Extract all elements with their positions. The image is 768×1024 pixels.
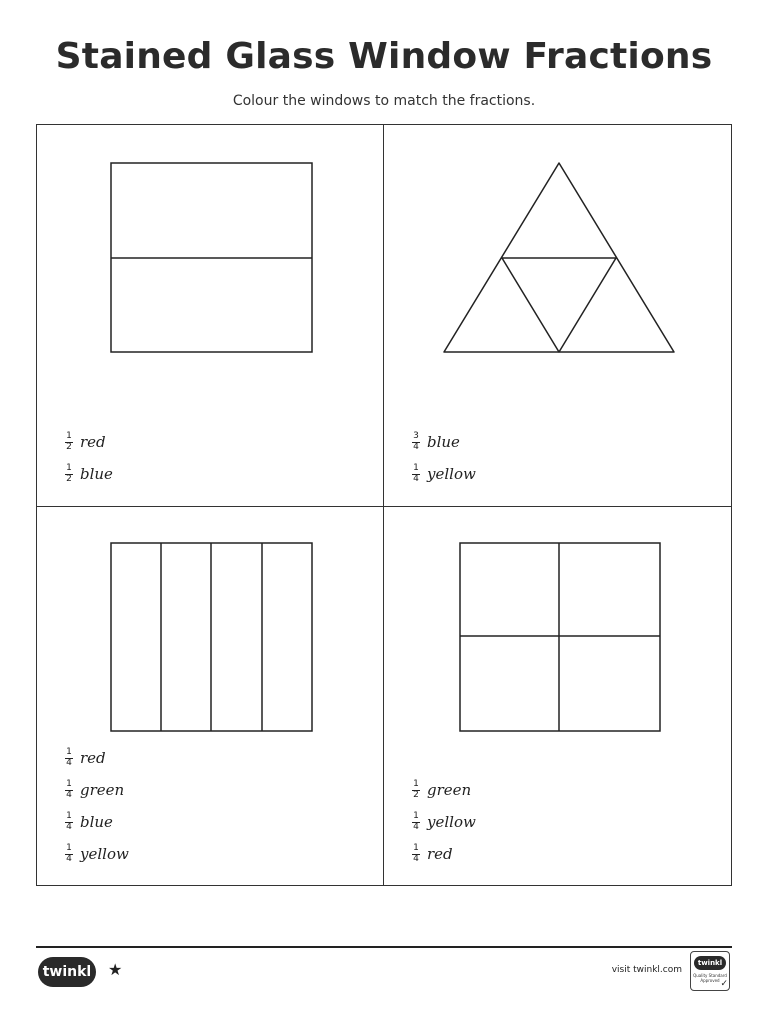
fraction-item bbox=[412, 426, 476, 458]
fraction: $\frac{1}{4}$ bbox=[413, 463, 419, 484]
fraction: $\frac{1}{4}$ bbox=[66, 779, 72, 800]
fraction-list bbox=[412, 774, 476, 870]
fraction-colour: red bbox=[427, 845, 453, 863]
fraction: $\frac{1}{2}$ bbox=[66, 431, 72, 452]
fraction-colour: red bbox=[80, 433, 106, 451]
fraction-list bbox=[65, 742, 129, 870]
fraction-item bbox=[65, 838, 129, 870]
check-icon: ✓ bbox=[720, 979, 728, 989]
badge-logo: twinkl bbox=[694, 956, 726, 970]
fraction: $\frac{3}{4}$ bbox=[413, 431, 419, 452]
footer-divider bbox=[36, 946, 732, 948]
fraction: $\frac{1}{4}$ bbox=[413, 811, 419, 832]
fraction-colour: yellow bbox=[427, 465, 476, 483]
fraction-colour: green bbox=[427, 781, 472, 799]
fraction-colour: yellow bbox=[427, 813, 476, 831]
star-icon: ★ bbox=[108, 960, 123, 979]
fraction: $\frac{1}{4}$ bbox=[66, 811, 72, 832]
fraction: $\frac{1}{2}$ bbox=[66, 463, 72, 484]
page-title: Stained Glass Window Fractions bbox=[55, 36, 713, 77]
quality-badge bbox=[690, 951, 730, 991]
fraction: $\frac{1}{4}$ bbox=[66, 843, 72, 864]
panel-strips bbox=[37, 507, 383, 887]
fraction-item bbox=[65, 426, 113, 458]
fraction-item bbox=[65, 742, 129, 774]
fraction: $\frac{1}{4}$ bbox=[66, 747, 72, 768]
fraction-item bbox=[412, 838, 476, 870]
visit-link[interactable]: visit twinkl.com bbox=[611, 965, 682, 975]
window-outline[interactable] bbox=[460, 543, 660, 731]
fraction-item bbox=[412, 458, 476, 490]
fraction-item bbox=[412, 806, 476, 838]
fraction-item bbox=[65, 806, 129, 838]
badge-label: Quality Standard Approved bbox=[693, 973, 727, 983]
panel-quarters bbox=[384, 507, 730, 887]
panel-triangle bbox=[384, 125, 730, 505]
instructions: Colour the windows to match the fractions. bbox=[232, 93, 536, 109]
fraction-colour: blue bbox=[427, 433, 460, 451]
fraction-colour: blue bbox=[80, 465, 113, 483]
fraction-colour: green bbox=[80, 781, 125, 799]
fraction: $\frac{1}{4}$ bbox=[413, 843, 419, 864]
fraction: $\frac{1}{2}$ bbox=[413, 779, 419, 800]
twinkl-logo[interactable]: twinkl bbox=[38, 957, 96, 987]
fraction-list bbox=[65, 426, 113, 490]
fraction-list bbox=[412, 426, 476, 490]
fraction-colour: red bbox=[80, 749, 106, 767]
panel-halves bbox=[37, 125, 383, 505]
window-inner-triangle bbox=[502, 258, 616, 352]
fraction-colour: yellow bbox=[80, 845, 129, 863]
fraction-item bbox=[412, 774, 476, 806]
worksheet-grid bbox=[36, 124, 732, 886]
fraction-item bbox=[65, 774, 129, 806]
fraction-colour: blue bbox=[80, 813, 113, 831]
fraction-item bbox=[65, 458, 113, 490]
